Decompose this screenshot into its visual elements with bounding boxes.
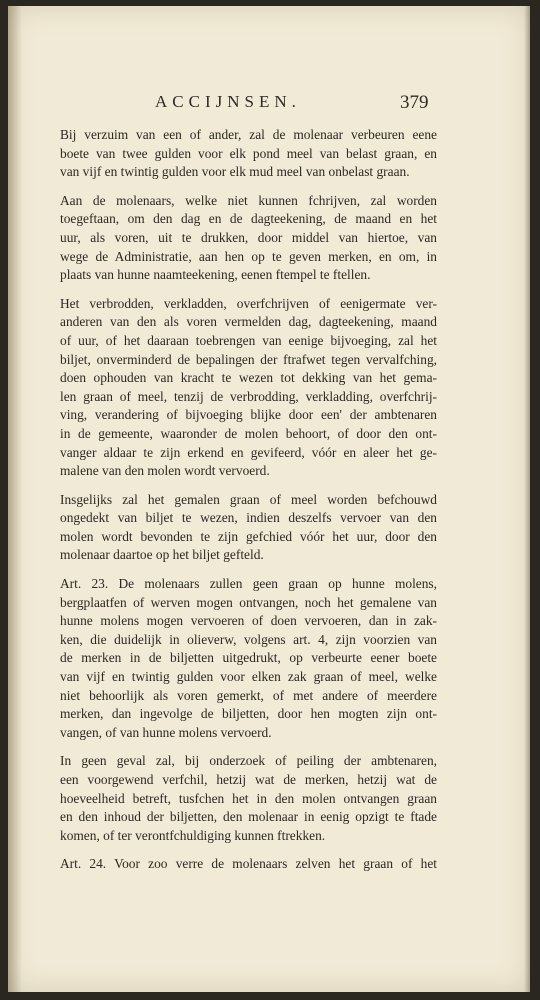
body-text bbox=[60, 126, 437, 884]
text-line: of uur, of het daaraan toebrengen van eenige bijvoeging, zal het bbox=[60, 332, 437, 348]
page-edge bbox=[524, 6, 530, 992]
text-line: toegeftaan, om den dag en de dagteekening, de maand en het bbox=[60, 211, 437, 227]
text-line: vangen, of van hunne molens vervoerd. bbox=[60, 724, 272, 740]
text-line: biljet, onverminderd de bepalingen der ftrafwet tegen vervalfching, bbox=[60, 351, 437, 367]
text-line: ken, die duidelijk in olieverw, volgens art. 4, zijn voorzien van bbox=[60, 631, 437, 647]
text-line: niet behoorlijk als voren gemerkt, of met andere of meerdere bbox=[60, 687, 437, 703]
text-line: een voorgewend verfchil, hetzij wat de merken, hetzij wat de bbox=[60, 772, 437, 787]
paragraph bbox=[60, 855, 437, 874]
paragraph bbox=[60, 192, 437, 285]
text-line: Bij verzuim van een of ander, zal de molenaar verbeuren eene bbox=[60, 127, 437, 142]
text-line: uur, als voren, uit te drukken, door middel van hiertoe, van bbox=[60, 229, 437, 245]
text-line: ongedekt van biljet te wezen, indien deszelfs vervoer van den bbox=[60, 510, 437, 526]
text-line: merken, dan ingevolge de biljetten, door hen mogten zijn ont- bbox=[60, 706, 437, 722]
text-line: bergplaatfen of werven mogen ontvangen, noch het gemalene van bbox=[60, 594, 437, 610]
gutter-shadow bbox=[8, 6, 22, 992]
text-line: Aan de molenaars, welke niet kunnen fchrijven, zal worden bbox=[60, 192, 437, 208]
text-line: Art. 24. Voor zoo verre de molenaars zelven het graan of het bbox=[60, 856, 437, 872]
text-line: ving, verandering of bijvoeging blijke door een' der ambtenaren bbox=[60, 407, 437, 423]
text-line: hoeveelheid betreft, tusfchen het in den molen ontvangen graan bbox=[60, 790, 437, 806]
page-number: 379 bbox=[400, 92, 429, 113]
text-line: Insgelijks zal het gemalen graan of meel worden befchouwd bbox=[60, 491, 437, 507]
paragraph bbox=[60, 575, 437, 742]
text-line: doen ophouden van kracht te wezen tot dekking van het gema- bbox=[60, 370, 437, 386]
running-title: ACCIJNSEN. bbox=[155, 92, 301, 111]
paragraph bbox=[60, 126, 437, 182]
text-line: van vijf en twintig gulden voor elk mud meel van onbelast graan. bbox=[60, 164, 410, 180]
text-line: van vijf en twintig gulden voor elken zak graan of meel, welke bbox=[60, 669, 437, 685]
text-line: de merken in de biljetten uitgedrukt, op verbeurte eener boete bbox=[60, 650, 437, 666]
text-line: anderen van den als voren vermelden dag, dagteekening, maand bbox=[60, 314, 437, 330]
text-line: boete van twee gulden voor elk pond meel van belast graan, en bbox=[60, 145, 437, 161]
text-line: molenaar daartoe op het biljet gefteld. bbox=[60, 547, 264, 563]
text-line: komen, of ter verontfchuldiging kunnen ftrekken. bbox=[60, 827, 326, 843]
text-line: In geen geval zal, bij onderzoek of peiling der ambtenaren, bbox=[60, 753, 437, 769]
paragraph bbox=[60, 752, 437, 845]
text-line: vanger aldaar te zijn erkend en gevifeerd, vóór en aleer het ge- bbox=[60, 444, 437, 460]
text-line: Art. 23. De molenaars zullen geen graan op hunne molens, bbox=[60, 576, 437, 592]
text-line: in de gemeente, waaronder de molen behoort, of door den ont- bbox=[60, 425, 437, 441]
text-line: malene van den molen wordt vervoerd. bbox=[60, 463, 270, 479]
text-line: en den inhoud der biljetten, den molenaar in eenig opzigt te ftade bbox=[60, 809, 437, 825]
text-line: wege de Administratie, aan hen op te geven merken, en om, in bbox=[60, 248, 437, 264]
page-header bbox=[8, 92, 530, 116]
text-line: Het verbrodden, verkladden, overfchrijven of eenigermate ver- bbox=[60, 295, 437, 311]
page-sheet bbox=[8, 6, 530, 992]
text-line: hunne molens mogen vervoeren of doen vervoeren, dan in zak- bbox=[60, 613, 437, 629]
paragraph bbox=[60, 295, 437, 481]
text-line: molen wordt bevonden te zijn gefchied vóór het uur, door den bbox=[60, 528, 437, 544]
paragraph bbox=[60, 491, 437, 565]
text-line: len graan of meel, tenzij de verbrodding, verkladding, overfchrij- bbox=[60, 388, 437, 404]
text-line: plaats van hunne naamteekening, eenen ftempel te ftellen. bbox=[60, 267, 371, 283]
